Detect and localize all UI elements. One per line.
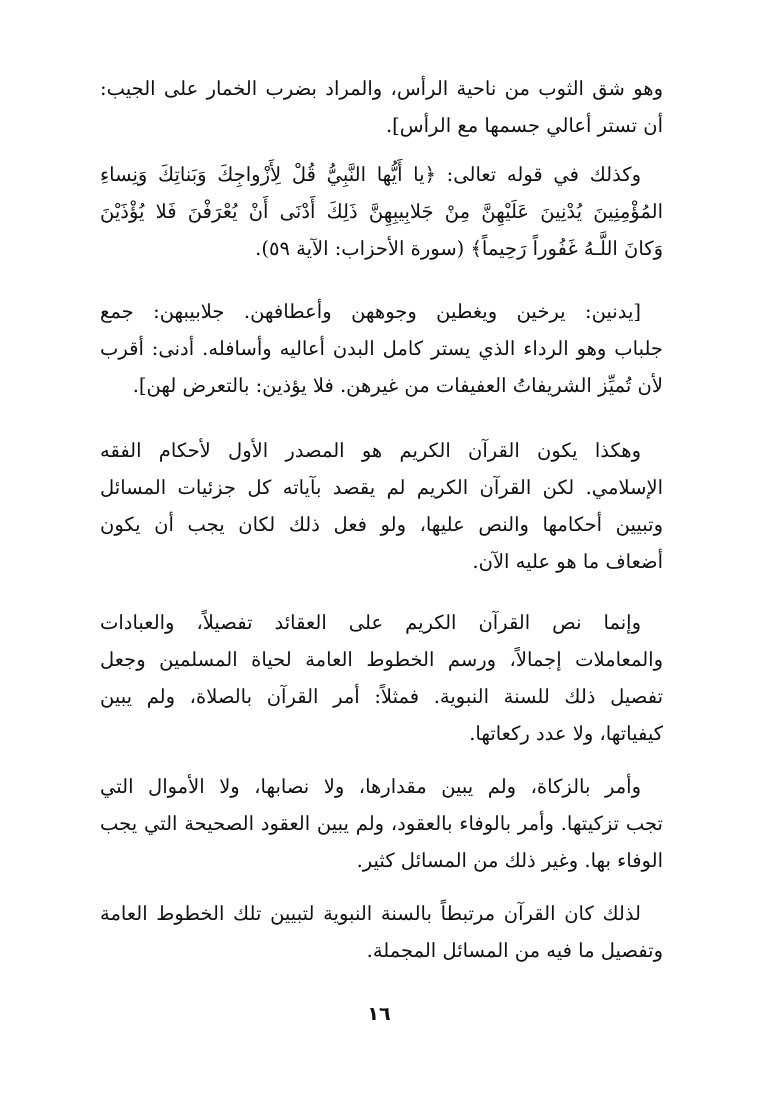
text-line: وإنما نص القرآن الكريم على العقائد تفصيلاً، والعبادات	[100, 611, 641, 634]
text-line: جلباب وهو الرداء الذي يستر كامل البدن أعاليه وأسافله. أدنى: أقرب	[100, 337, 663, 360]
text-line: وتبيين أحكامها والنص عليها، ولو فعل ذلك لكان يجب أن يكون	[100, 513, 663, 536]
text-line: لذلك كان القرآن مرتبطاً بالسنة النبوية لتبيين تلك الخطوط العامة	[100, 902, 641, 925]
text-line: [يدنين: يرخين ويغطين وجوههن وأعطافهن. جلابيبهن: جمع	[100, 300, 641, 323]
text-line: وكذلك في قوله تعالى: ﴿يا أَيُّها النَّبِيُّ قُلْ لِأَزْواجِكَ وَبَناتِكَ وَنِساءِ	[100, 163, 641, 186]
text-line: الوفاء بها. وغير ذلك من المسائل كثير.	[356, 849, 663, 872]
paragraph-4	[100, 432, 663, 580]
text-line: تفصيل ذلك للسنة النبوية. فمثلاً: أمر القرآن بالصلاة، ولم يبين	[100, 685, 663, 708]
paragraph-6	[100, 768, 663, 879]
text-line: وَكانَ اللَّـهُ غَفُوراً رَحِيماً﴾ (سورة الأحزاب: الآية ٥٩).	[255, 237, 663, 260]
text-line: وهكذا يكون القرآن الكريم هو المصدر الأول لأحكام الفقه	[100, 439, 641, 462]
text-line: الإسلامي. لكن القرآن الكريم لم يقصد بآياته كل جزئيات المسائل	[100, 476, 663, 499]
paragraph-7	[100, 895, 663, 969]
text-line: وهو شق الثوب من ناحية الرأس، والمراد بضرب الخمار على الجيب:	[100, 77, 663, 100]
paragraph-2-quran-verse	[100, 156, 663, 267]
text-line: وتفصيل ما فيه من المسائل المجملة.	[366, 939, 663, 962]
text-line: تجب تزكيتها. وأمر بالوفاء بالعقود، ولم يبين العقود الصحيحة التي يجب	[100, 812, 663, 835]
text-line: والمعاملات إجمالاً، ورسم الخطوط العامة لحياة المسلمين وجعل	[100, 648, 663, 671]
text-line: وأمر بالزكاة، ولم يبين مقدارها، ولا نصابها، ولا الأموال التي	[100, 775, 641, 798]
page-number: ١٦	[367, 1003, 391, 1025]
paragraph-3-glossary	[100, 293, 663, 404]
text-line: لأن تُميِّز الشريفاتُ العفيفات من غيرهن. فلا يؤذين: بالتعرض لهن].	[132, 374, 663, 397]
paragraph-1	[100, 70, 663, 144]
text-line: كيفياتها، ولا عدد ركعاتها.	[469, 722, 663, 745]
paragraph-5	[100, 604, 663, 752]
text-line: أن تستر أعالي جسمها مع الرأس].	[385, 114, 663, 137]
text-line: المُؤْمِنِينَ يُدْنِينَ عَلَيْهِنَّ مِنْ جَلابِيبِهِنَّ ذَلِكَ أَدْنَى أَنْ يُعْرَفْنَ فَلا يُؤْذَيْنَ	[100, 200, 663, 223]
text-line: أضعاف ما هو عليه الآن.	[472, 550, 663, 573]
page-body	[100, 70, 663, 969]
